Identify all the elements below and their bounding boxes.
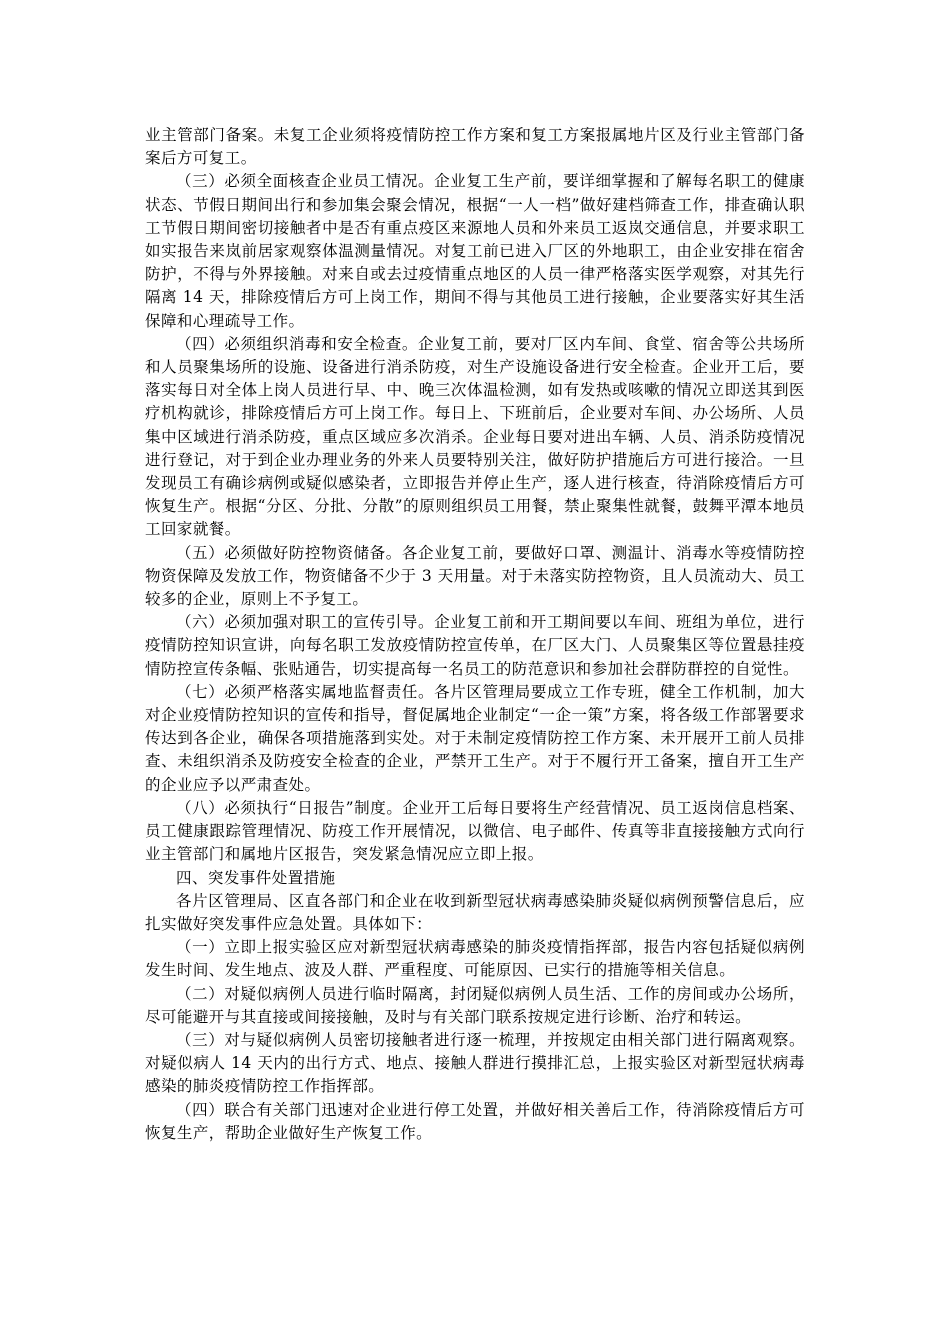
paragraph-item-6: （六）必须加强对职工的宣传引导。企业复工前和开工期间要以车间、班组为单位，进行疫情防控知识宣讲，向每名职工发放疫情防控宣传单，在厂区大门、人员聚集区等位置悬挂疫情防控宣传条幅、张贴通告，切实提高每一名员工的防范意识和参加社会群防群控的自觉性。 (145, 613, 805, 678)
paragraph-item-8: （八）必须执行“日报告”制度。企业开工后每日要将生产经营情况、员工返岗信息档案、员工健康跟踪管理情况、防疫工作开展情况，以微信、电子邮件、传真等非直接接触方式向行业主管部门和属地片区报告，突发紧急情况应立即上报。 (145, 798, 805, 864)
paragraph-item-7: （七）必须严格落实属地监督责任。各片区管理局要成立工作专班，健全工作机制，加大对企业疫情防控知识的宣传和指导，督促属地企业制定“一企一策”方案，将各级工作部署要求传达到各企业，确保各项措施落到实处。对于未制定疫情防控工作方案、未开展开工前人员排查、未组织消杀及防疫安全检查的企业，严禁开工生产。对于不履行开工备案，擅自开工生产的企业应予以严肃查处。 (145, 682, 805, 794)
paragraph-measure-2: （二）对疑似病例人员进行临时隔离，封闭疑似病例人员生活、工作的房间或办公场所，尽可能避开与其直接或间接接触，及时与有关部门联系按规定进行诊断、治疗和转运。 (145, 984, 805, 1026)
paragraph-item-4: （四）必须组织消毒和安全检查。企业复工前，要对厂区内车间、食堂、宿舍等公共场所和人员聚集场所的设施、设备进行消杀防疫，对生产设施设备进行安全检查。企业开工后，要落实每日对全体上岗人员进行早、中、晚三次体温检测，如有发热或咳嗽的情况立即送其到医疗机构就诊，排除疫情后方可上岗工作。每日上、下班前后，企业要对车间、办公场所、人员集中区域进行消杀防疫，重点区域应多次消杀。企业每日要对进出车辆、人员、消杀防疫情况进行登记，对于到企业办理业务的外来人员要特别关注，做好防护措施后方可进行接洽。一旦发现员工有确诊病例或疑似感染者，立即报告并停止生产，逐人进行核查，待消除疫情后方可恢复生产。根据“分区、分批、分散”的原则组织员工用餐，禁止聚集性就餐，鼓舞平潭本地员工回家就餐。 (145, 334, 805, 539)
paragraph-measure-4: （四）联合有关部门迅速对企业进行停工处置，并做好相关善后工作，待消除疫情后方可恢复生产，帮助企业做好生产恢复工作。 (145, 1100, 805, 1142)
document-body (145, 124, 805, 1145)
section-heading-4: 四、突发事件处置措施 (176, 868, 336, 887)
section-intro: 各片区管理局、区直各部门和企业在收到新型冠状病毒感染肺炎疑似病例预警信息后，应扎实做好突发事件应急处置。具体如下： (145, 891, 805, 933)
paragraph-measure-3: （三）对与疑似病例人员密切接触者进行逐一梳理，并按规定由相关部门进行隔离观察。对疑似病人 14 天内的出行方式、地点、接触人群进行摸排汇总，上报实验区对新型冠状病毒感染的肺炎疫情防控工作指挥部。 (145, 1030, 805, 1096)
paragraph-item-3: （三）必须全面核查企业员工情况。企业复工生产前，要详细掌握和了解每名职工的健康状态、节假日期间出行和参加集会聚会情况，根据“一人一档”做好建档筛查工作，排查确认职工节假日期间密切接触者中是否有重点疫区来源地人员和外来员工返岚交通信息，并要求职工如实报告来岚前居家观察体温测量情况。对复工前已进入厂区的外地职工，由企业安排在宿舍防护，不得与外界接触。对来自或去过疫情重点地区的人员一律严格落实医学观察，对其先行隔离 14 天，排除疫情后方可上岗工作，期间不得与其他员工进行接触，企业要落实好其生活保障和心理疏导工作。 (145, 172, 805, 330)
paragraph-item-5: （五）必须做好防控物资储备。各企业复工前，要做好口罩、测温计、消毒水等疫情防控物资保障及发放工作，物资储备不少于 3 天用量。对于未落实防控物资，且人员流动大、员工较多的企业，原则上不予复工。 (145, 543, 805, 609)
paragraph-measure-1: （一）立即上报实验区应对新型冠状病毒感染的肺炎疫情指挥部，报告内容包括疑似病例发生时间、发生地点、波及人群、严重程度、可能原因、已实行的措施等相关信息。 (145, 938, 805, 980)
paragraph-continuation: 业主管部门备案。未复工企业须将疫情防控工作方案和复工方案报属地片区及行业主管部门备案后方可复工。 (145, 126, 805, 168)
